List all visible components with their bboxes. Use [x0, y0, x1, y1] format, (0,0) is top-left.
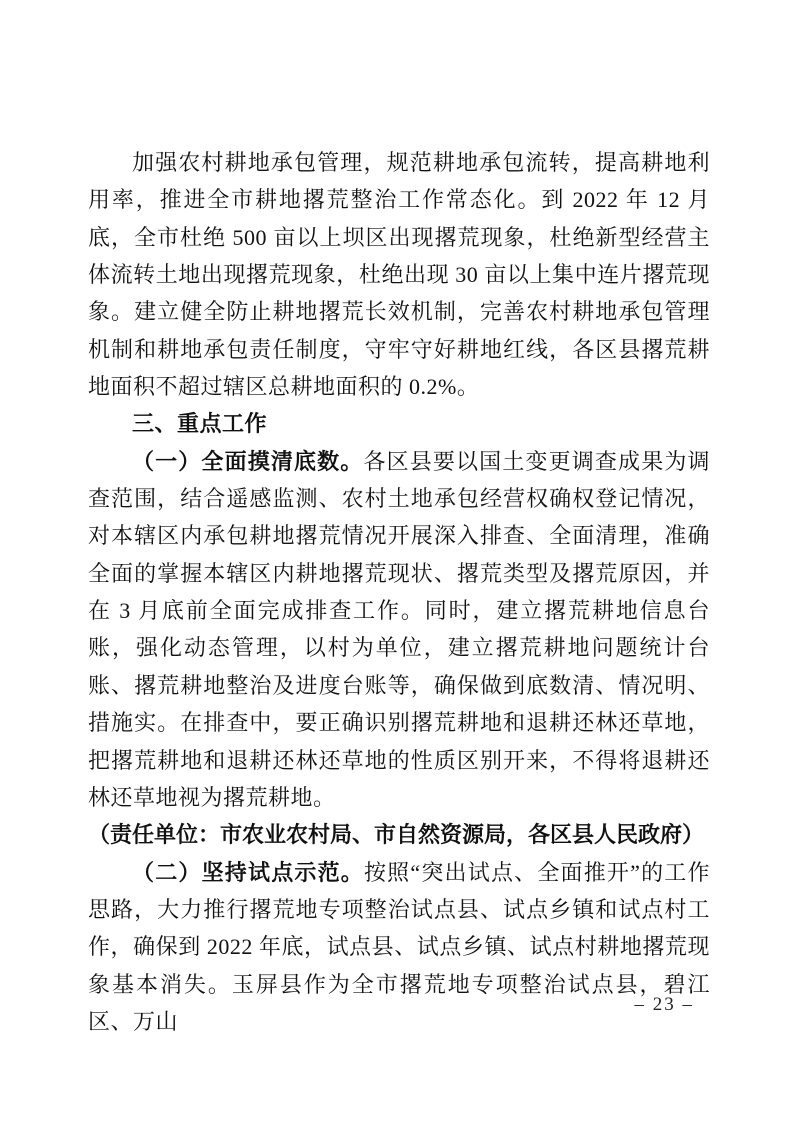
document-body — [88, 144, 710, 1040]
section-1-body-text: 各区县要以国土变更调查成果为调查范围，结合遥感监测、农村土地承包经营权确权登记情况，对本辖区内承包耕地撂荒情况开展深入排查、全面清理，准确全面的掌握本辖区内耕地撂荒现状、撂荒类型及撂荒原因，并在 3 月底前全面完成排查工作。同时，建立撂荒耕地信息台账，强化动态管理，以村为单位，建立撂荒耕地问题统计台账、撂荒耕地整治及进度台账等，确保做到底数清、情况明、措施实。在排查中，要正确识别撂荒耕地和退耕还林还草地，把撂荒耕地和退耕还林还草地的性质区别开来，不得将退耕还林还草地视为撂荒耕地。 — [88, 448, 710, 810]
section-heading-key-tasks: 三、重点工作 — [132, 411, 268, 437]
page-number: – 23 – — [634, 994, 694, 1015]
responsibility-unit-line: （责任单位：市农业农村局、市自然资源局，各区县人民政府） — [88, 822, 705, 848]
section-2-lead: （二）坚持试点示范。 — [132, 859, 364, 885]
paragraph-section-1 — [88, 443, 710, 816]
section-2-body-text: 按照“突出试点、全面推开”的工作思路，大力推行撂荒地专项整治试点县、试点乡镇和试点村工作，确保到 2022 年底，试点县、试点乡镇、试点村耕地撂荒现象基本消失。玉屏县作为全市撂荒地专项整治试点县，碧江区、万山 — [88, 859, 710, 1034]
section-1-lead: （一）全面摸清底数。 — [132, 448, 364, 474]
paragraph-section-2 — [88, 854, 710, 1041]
paragraph-intro: 加强农村耕地承包管理，规范耕地承包流转，提高耕地利用率，推进全市耕地撂荒整治工作常态化。到 2022 年 12 月底，全市杜绝 500 亩以上坝区出现撂荒现象，杜绝新型经营主体流转土地出现撂荒现象，杜绝出现 30 亩以上集中连片撂荒现象。建立健全防止耕地撂荒长效机制，完善农村耕地承包管理机制和耕地承包责任制度，守牢守好耕地红线，各区县撂荒耕地面积不超过辖区总耕地面积的 0.2%。 — [88, 150, 710, 400]
